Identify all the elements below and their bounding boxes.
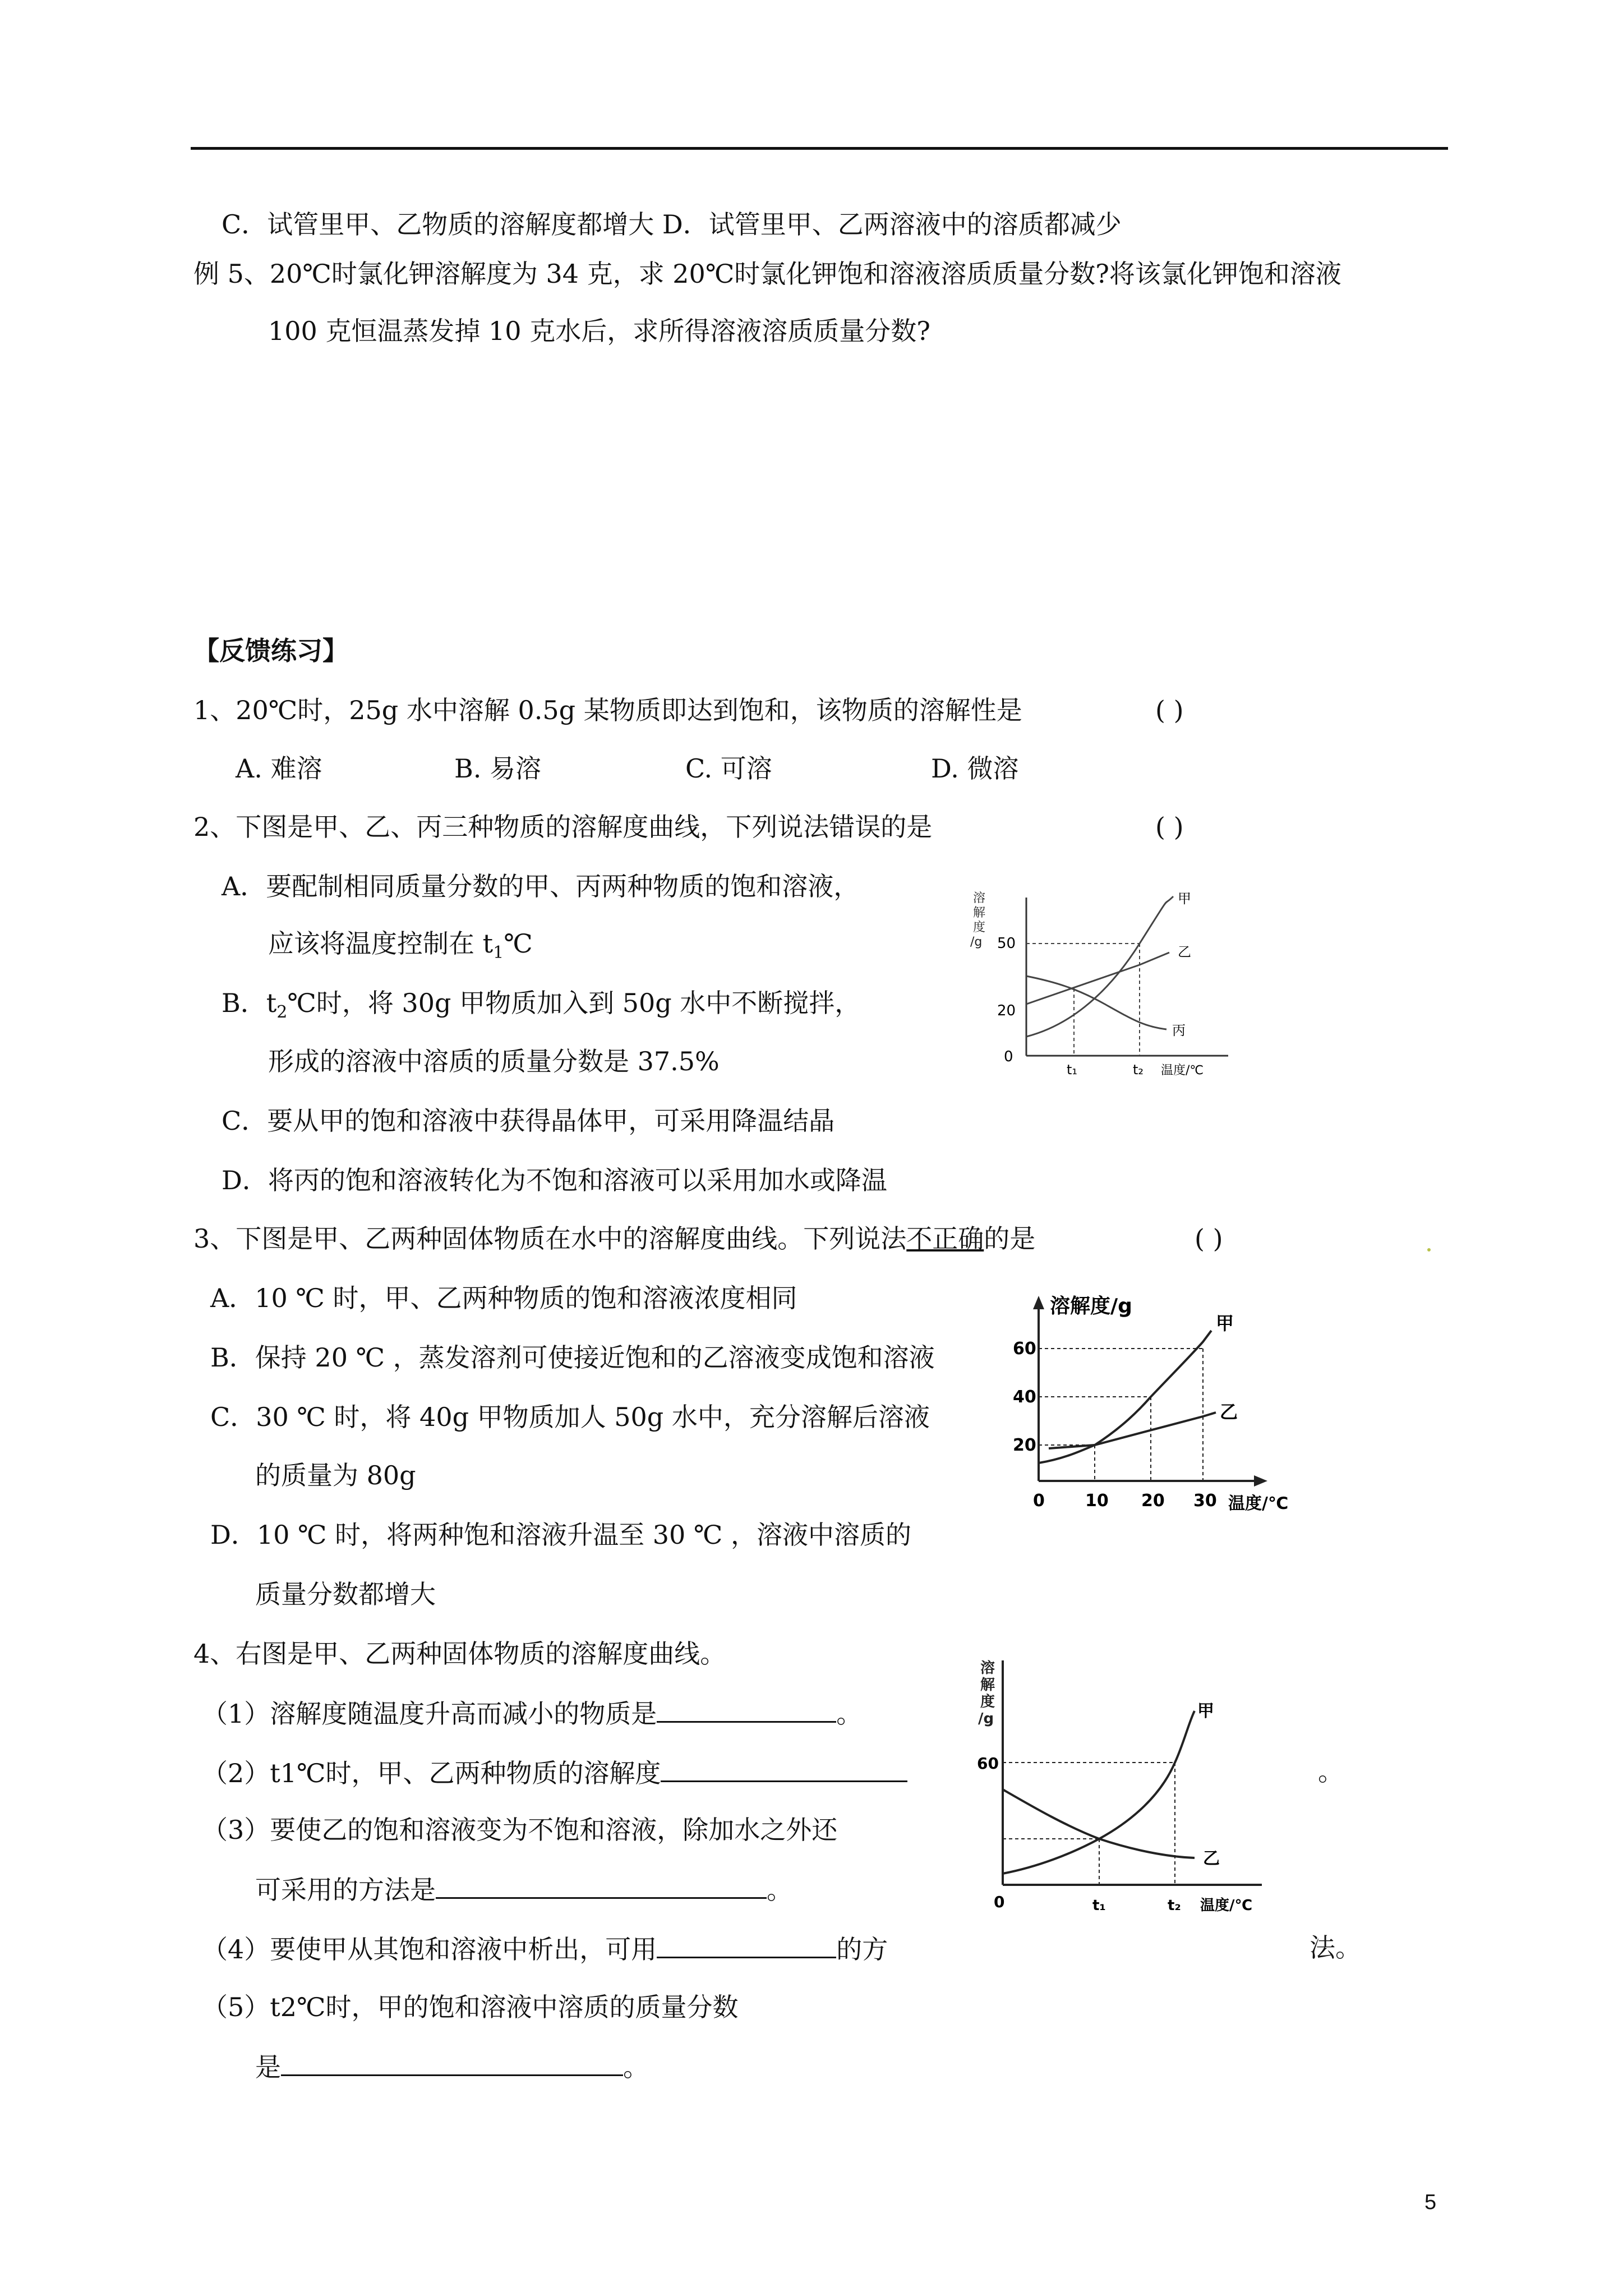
svg-text:/g: /g — [978, 1710, 994, 1727]
q3-label-yi: 乙 — [1220, 1401, 1238, 1423]
q2-label-yi: 乙 — [1178, 944, 1191, 960]
q3-ytick-60: 60 — [1013, 1339, 1036, 1359]
svg-text:解: 解 — [973, 906, 986, 920]
q3-option-c-line2: 的质量为 80g — [255, 1460, 416, 1490]
q2-ytick-0: 0 — [1004, 1048, 1013, 1065]
q3-option-b: B．保持 20 ℃ ，蒸发溶剂可使接近饱和的乙溶液变成饱和溶液 — [210, 1342, 935, 1373]
q4-label-jia: 甲 — [1197, 1701, 1214, 1721]
section-title: 【反馈练习】 — [193, 636, 348, 666]
q4-xtick-t1: t₁ — [1092, 1897, 1106, 1914]
q1-paren: ( ) — [1155, 695, 1184, 725]
q3-xtick-0: 0 — [1033, 1491, 1045, 1511]
q4-stem: 4、右图是甲、乙两种固体物质的溶解度曲线。 — [193, 1639, 726, 1669]
q3-xtick-10: 10 — [1085, 1491, 1109, 1511]
q2-option-a-line2: 应该将温度控制在 $t_1℃$ — [268, 928, 533, 963]
q2-xtick-t2: t₂ — [1133, 1062, 1144, 1078]
q2-ytick-20: 20 — [997, 1002, 1016, 1019]
q2-option-b-line2: 形成的溶液中溶质的质量分数是 37.5% — [268, 1046, 720, 1076]
q4-part5-line2: 是 。 — [255, 2049, 649, 2084]
q2-option-d: D．将丙的饱和溶液转化为不饱和溶液可以采用加水或降温 — [222, 1165, 887, 1195]
q2-chart-ylabel — [970, 891, 985, 949]
q1-option-d: D. 微溶 — [931, 753, 1019, 784]
q4-part5-blank[interactable] — [281, 2049, 623, 2076]
q4-part4-end: 法。 — [1310, 1932, 1361, 1963]
q4-part3-line1: （3）要使乙的饱和溶液变为不饱和溶液，除加水之外还 — [202, 1815, 838, 1845]
q2-curve-jia — [1026, 896, 1173, 1037]
q3-xtick-30: 30 — [1193, 1491, 1217, 1511]
svg-text:/g: /g — [970, 935, 983, 949]
q3-ytick-40: 40 — [1013, 1387, 1036, 1407]
svg-text:度: 度 — [980, 1694, 995, 1710]
q4-part1: （1）溶解度随温度升高而减小的物质是 。 — [202, 1695, 862, 1731]
q4-part5-line1: （5）t2℃时，甲的饱和溶液中溶质的质量分数 — [202, 1992, 739, 2022]
q4-part2: （2）t1℃时，甲、乙两种物质的溶解度 — [202, 1755, 907, 1790]
q3-solubility-chart — [1009, 1290, 1324, 1526]
q3-stem: 3、下图是甲、乙两种固体物质在水中的溶解度曲线。下列说法不正确的是 — [193, 1223, 1036, 1254]
q4-ytick-0: 0 — [994, 1893, 1005, 1911]
scan-dot — [1427, 1248, 1431, 1251]
q4-part4: （4）要使甲从其饱和溶液中析出，可用 的方 — [202, 1931, 888, 1966]
page-number: 5 — [1424, 2191, 1437, 2214]
svg-text:溶: 溶 — [973, 891, 986, 905]
q1-stem: 1、20℃时，25g 水中溶解 0.5g 某物质即达到饱和，该物质的溶解性是 — [193, 695, 1022, 725]
q3-paren: ( ) — [1195, 1223, 1223, 1254]
q3-ytick-20: 20 — [1013, 1435, 1036, 1455]
q4-chart-ylabel — [978, 1659, 995, 1727]
q4-xlabel: 温度/℃ — [1200, 1897, 1252, 1914]
q4-part3-line2: 可采用的方法是 。 — [255, 1871, 792, 1907]
svg-text:度: 度 — [973, 921, 986, 935]
example5-line2: 100 克恒温蒸发掉 10 克水后，求所得溶液溶质质量分数? — [268, 316, 930, 346]
svg-text:解: 解 — [980, 1677, 995, 1694]
q2-xlabel: 温度/℃ — [1161, 1064, 1204, 1078]
q1-option-b: B. 易溶 — [454, 753, 542, 784]
q4-part1-blank[interactable] — [657, 1695, 836, 1723]
q3-option-c-line1: C．30 ℃ 时，将 40g 甲物质加人 50g 水中，充分溶解后溶液 — [210, 1402, 930, 1432]
q3-xlabel: 温度/℃ — [1228, 1494, 1289, 1513]
q2-ytick-50: 50 — [997, 935, 1016, 952]
q3-option-d-line2: 质量分数都增大 — [255, 1579, 436, 1609]
header-rule — [191, 147, 1448, 150]
q2-label-jia: 甲 — [1178, 891, 1191, 907]
q2-option-a-line1: A．要配制相同质量分数的甲、丙两种物质的饱和溶液， — [222, 871, 860, 901]
q4-part2-end: 。 — [1318, 1756, 1344, 1787]
q2-label-bing: 丙 — [1172, 1023, 1186, 1038]
q2-solubility-chart — [965, 886, 1234, 1083]
q3-option-a: A．10 ℃ 时，甲、乙两种物质的饱和溶液浓度相同 — [210, 1283, 797, 1313]
q4-part4-blank[interactable] — [657, 1931, 836, 1958]
q4-part2-blank[interactable] — [661, 1755, 907, 1782]
q3-label-jia: 甲 — [1216, 1313, 1234, 1334]
svg-text:溶: 溶 — [980, 1660, 995, 1677]
q2-stem: 2、下图是甲、乙、丙三种物质的溶解度曲线，下列说法错误的是 — [193, 812, 933, 842]
example5-line1: 例 5、20℃时氯化钾溶解度为 34 克，求 20℃时氯化钾饱和溶液溶质质量分数?将该氯化钾饱和溶液 — [193, 259, 1341, 289]
q4-ytick-60: 60 — [977, 1754, 999, 1773]
q3-ylabel: 溶解度/g — [1050, 1295, 1132, 1318]
q4-solubility-chart — [970, 1655, 1284, 1930]
q4-label-yi: 乙 — [1203, 1849, 1220, 1869]
q3-curve-yi — [1049, 1412, 1216, 1448]
q4-xtick-t2: t₂ — [1168, 1897, 1181, 1914]
q2-option-c: C．要从甲的饱和溶液中获得晶体甲，可采用降温结晶 — [222, 1106, 835, 1136]
prev-options-cd: C．试管里甲、乙物质的溶解度都增大 D．试管里甲、乙两溶液中的溶质都减少 — [222, 209, 1122, 240]
q2-paren: ( ) — [1155, 812, 1184, 842]
q1-option-c: C. 可溶 — [685, 753, 772, 784]
q4-part3-blank[interactable] — [436, 1871, 767, 1899]
q3-option-d-line1: D．10 ℃ 时，将两种饱和溶液升温至 30 ℃ ，溶液中溶质的 — [210, 1520, 911, 1550]
q2-xtick-t1: t₁ — [1067, 1062, 1078, 1078]
q2-option-b-line1: B．$t_2℃$时，将 30g 甲物质加入到 50g 水中不断搅拌， — [222, 988, 861, 1023]
q2-curve-bing — [1026, 976, 1166, 1029]
q1-option-a: A. 难溶 — [236, 753, 322, 784]
q4-curve-jia — [1003, 1711, 1195, 1874]
q3-xtick-20: 20 — [1141, 1491, 1165, 1511]
